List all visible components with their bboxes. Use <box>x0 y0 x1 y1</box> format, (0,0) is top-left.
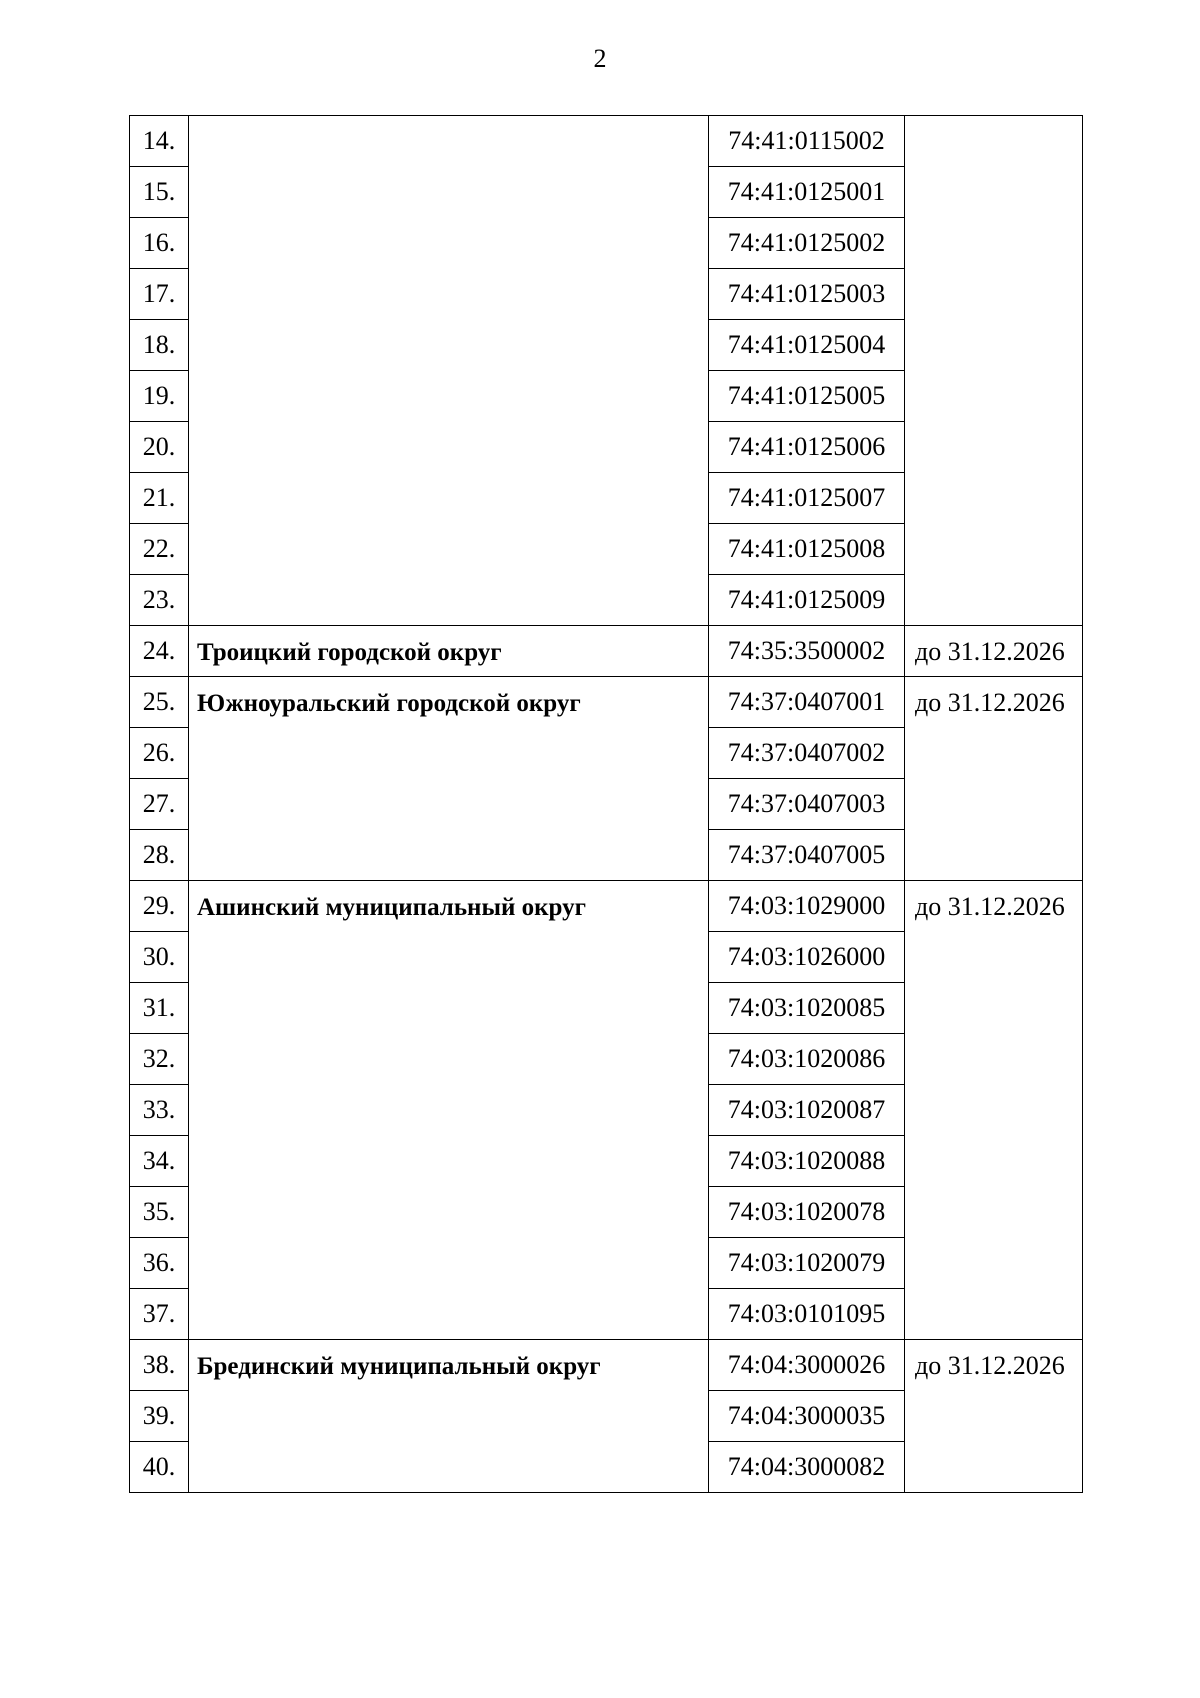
row-number: 30. <box>130 932 189 983</box>
municipality-name: Ашинский муниципальный округ <box>189 881 709 1340</box>
cadastral-quarter-code: 74:03:1020088 <box>709 1136 905 1187</box>
row-number: 27. <box>130 779 189 830</box>
municipality-name: Южноуральский городской округ <box>189 677 709 881</box>
row-number: 35. <box>130 1187 189 1238</box>
cadastral-quarter-code: 74:03:0101095 <box>709 1289 905 1340</box>
table-row <box>130 881 1083 932</box>
row-number: 40. <box>130 1442 189 1493</box>
cadastral-quarter-code: 74:37:0407002 <box>709 728 905 779</box>
row-number: 15. <box>130 167 189 218</box>
row-number: 16. <box>130 218 189 269</box>
cadastral-quarter-code: 74:04:3000082 <box>709 1442 905 1493</box>
deadline-date <box>905 116 1083 626</box>
cadastral-quarter-code: 74:03:1020086 <box>709 1034 905 1085</box>
cadastral-quarter-code: 74:41:0125009 <box>709 575 905 626</box>
cadastral-quarter-code: 74:03:1020087 <box>709 1085 905 1136</box>
row-number: 22. <box>130 524 189 575</box>
table-row <box>130 677 1083 728</box>
row-number: 21. <box>130 473 189 524</box>
row-number: 24. <box>130 626 189 677</box>
cadastral-quarter-code: 74:41:0125006 <box>709 422 905 473</box>
row-number: 32. <box>130 1034 189 1085</box>
cadastral-quarter-code: 74:03:1020078 <box>709 1187 905 1238</box>
municipality-name: Брединский муниципальный округ <box>189 1340 709 1493</box>
cadastral-quarter-code: 74:41:0125001 <box>709 167 905 218</box>
row-number: 37. <box>130 1289 189 1340</box>
row-number: 29. <box>130 881 189 932</box>
cadastral-quarter-code: 74:03:1020085 <box>709 983 905 1034</box>
cadastral-quarter-code: 74:41:0125002 <box>709 218 905 269</box>
municipality-name: Троицкий городской округ <box>189 626 709 677</box>
page-number: 2 <box>593 44 607 73</box>
cadastral-quarter-code: 74:41:0115002 <box>709 116 905 167</box>
cadastral-quarter-code: 74:03:1020079 <box>709 1238 905 1289</box>
deadline-date: до 31.12.2026 <box>905 626 1083 677</box>
table-row <box>130 626 1083 677</box>
row-number: 36. <box>130 1238 189 1289</box>
row-number: 34. <box>130 1136 189 1187</box>
cadastral-table <box>129 115 1083 1493</box>
row-number: 26. <box>130 728 189 779</box>
row-number: 31. <box>130 983 189 1034</box>
cadastral-quarter-code: 74:37:0407001 <box>709 677 905 728</box>
row-number: 18. <box>130 320 189 371</box>
table-row <box>130 1340 1083 1391</box>
row-number: 14. <box>130 116 189 167</box>
deadline-date: до 31.12.2026 <box>905 881 1083 1340</box>
cadastral-quarter-code: 74:37:0407003 <box>709 779 905 830</box>
cadastral-quarter-code: 74:37:0407005 <box>709 830 905 881</box>
table-row <box>130 116 1083 167</box>
row-number: 28. <box>130 830 189 881</box>
cadastral-quarter-code: 74:03:1026000 <box>709 932 905 983</box>
cadastral-quarter-code: 74:41:0125004 <box>709 320 905 371</box>
cadastral-quarter-code: 74:03:1029000 <box>709 881 905 932</box>
deadline-date: до 31.12.2026 <box>905 1340 1083 1493</box>
row-number: 17. <box>130 269 189 320</box>
row-number: 33. <box>130 1085 189 1136</box>
cadastral-quarter-code: 74:41:0125003 <box>709 269 905 320</box>
cadastral-quarter-code: 74:04:3000035 <box>709 1391 905 1442</box>
row-number: 20. <box>130 422 189 473</box>
row-number: 39. <box>130 1391 189 1442</box>
row-number: 19. <box>130 371 189 422</box>
cadastral-quarter-code: 74:35:3500002 <box>709 626 905 677</box>
row-number: 23. <box>130 575 189 626</box>
cadastral-quarter-code: 74:41:0125008 <box>709 524 905 575</box>
row-number: 38. <box>130 1340 189 1391</box>
municipality-name <box>189 116 709 626</box>
cadastral-quarter-code: 74:04:3000026 <box>709 1340 905 1391</box>
row-number: 25. <box>130 677 189 728</box>
cadastral-quarter-code: 74:41:0125005 <box>709 371 905 422</box>
cadastral-quarter-code: 74:41:0125007 <box>709 473 905 524</box>
deadline-date: до 31.12.2026 <box>905 677 1083 881</box>
